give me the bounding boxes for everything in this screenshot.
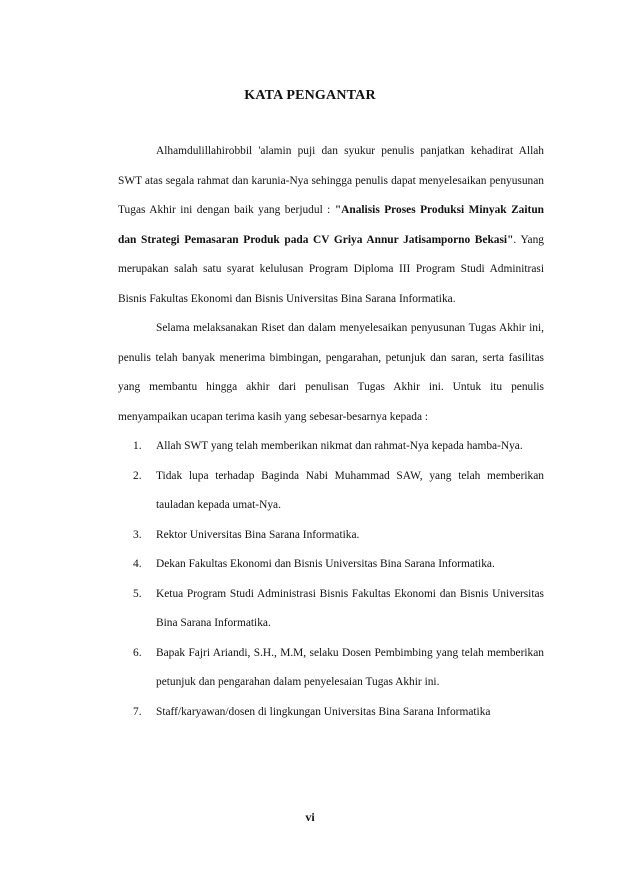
list-item-number: 6. <box>133 646 142 659</box>
list-item <box>118 521 544 551</box>
list-item <box>118 580 544 639</box>
list-item-number: 1. <box>133 440 142 452</box>
list-item <box>118 462 544 521</box>
paragraph-opening-text-after: . Yang merupakan salah satu syarat kelulusan Program Diploma III Program Studi Adminitrasi Bisnis Fakultas Ekonomi dan Bisnis Universitas Bina Sarana Informatika. <box>118 233 544 305</box>
list-item-number: 5. <box>133 587 142 600</box>
paragraph-opening-text: Alhamdulillahirobbil 'alamin puji dan syukur penulis panjatkan kehadirat Allah SWT atas segala rahmat dan karunia-Nya sehingga penulis dapat menyelesaikan penyusunan Tugas Akhir ini dengan baik yang berjudul : <box>118 145 544 216</box>
list-item <box>118 698 544 728</box>
list-item-text: Bapak Fajri Ariandi, S.H., M.M, selaku Dosen Pembimbing yang telah memberikan petunjuk dan pengarahan dalam penyelesaian Tugas Akhir ini. <box>156 646 544 688</box>
thesis-title: "Analisis Proses Produksi Minyak Zaitun dan Strategi Pemasaran Produk pada CV Griya Annur Jatisamporno Bekasi" <box>118 204 544 246</box>
document-body <box>118 137 544 727</box>
list-item-number: 2. <box>133 469 142 482</box>
list-item-text: Dekan Fakultas Ekonomi dan Bisnis Universitas Bina Sarana Informatika. <box>156 558 495 570</box>
list-item-text: Allah SWT yang telah memberikan nikmat dan rahmat-Nya kepada hamba-Nya. <box>156 440 523 452</box>
list-item <box>118 550 544 580</box>
list-item-text: Staff/karyawan/dosen di lingkungan Universitas Bina Sarana Informatika <box>156 705 491 718</box>
list-item-text: Ketua Program Studi Administrasi Bisnis Fakultas Ekonomi dan Bisnis Universitas Bina Sarana Informatika. <box>156 587 544 629</box>
acknowledgement-list <box>118 432 544 727</box>
list-item <box>118 432 544 462</box>
list-item-text: Tidak lupa terhadap Baginda Nabi Muhammad SAW, yang telah memberikan tauladan kepada umat-Nya. <box>156 469 544 511</box>
page-title: KATA PENGANTAR <box>244 88 376 103</box>
list-item-number: 4. <box>133 558 142 570</box>
paragraph-acknowledgement: Selama melaksanakan Riset dan dalam menyelesaikan penyusunan Tugas Akhir ini, penulis telah banyak menerima bimbingan, pengarahan, petunjuk dan saran, serta fasilitas yang membantu hingga akhir dari penulisan Tugas Akhir ini. Untuk itu penulis menyampaikan ucapan terima kasih yang sebesar-besarnya kepada : <box>118 322 544 423</box>
page-number: vi <box>305 810 315 824</box>
paragraph-opening <box>118 137 544 314</box>
list-item-text: Rektor Universitas Bina Sarana Informatika. <box>156 528 360 541</box>
list-item-number: 3. <box>133 528 142 541</box>
list-item-number: 7. <box>133 705 142 718</box>
list-item <box>118 639 544 698</box>
